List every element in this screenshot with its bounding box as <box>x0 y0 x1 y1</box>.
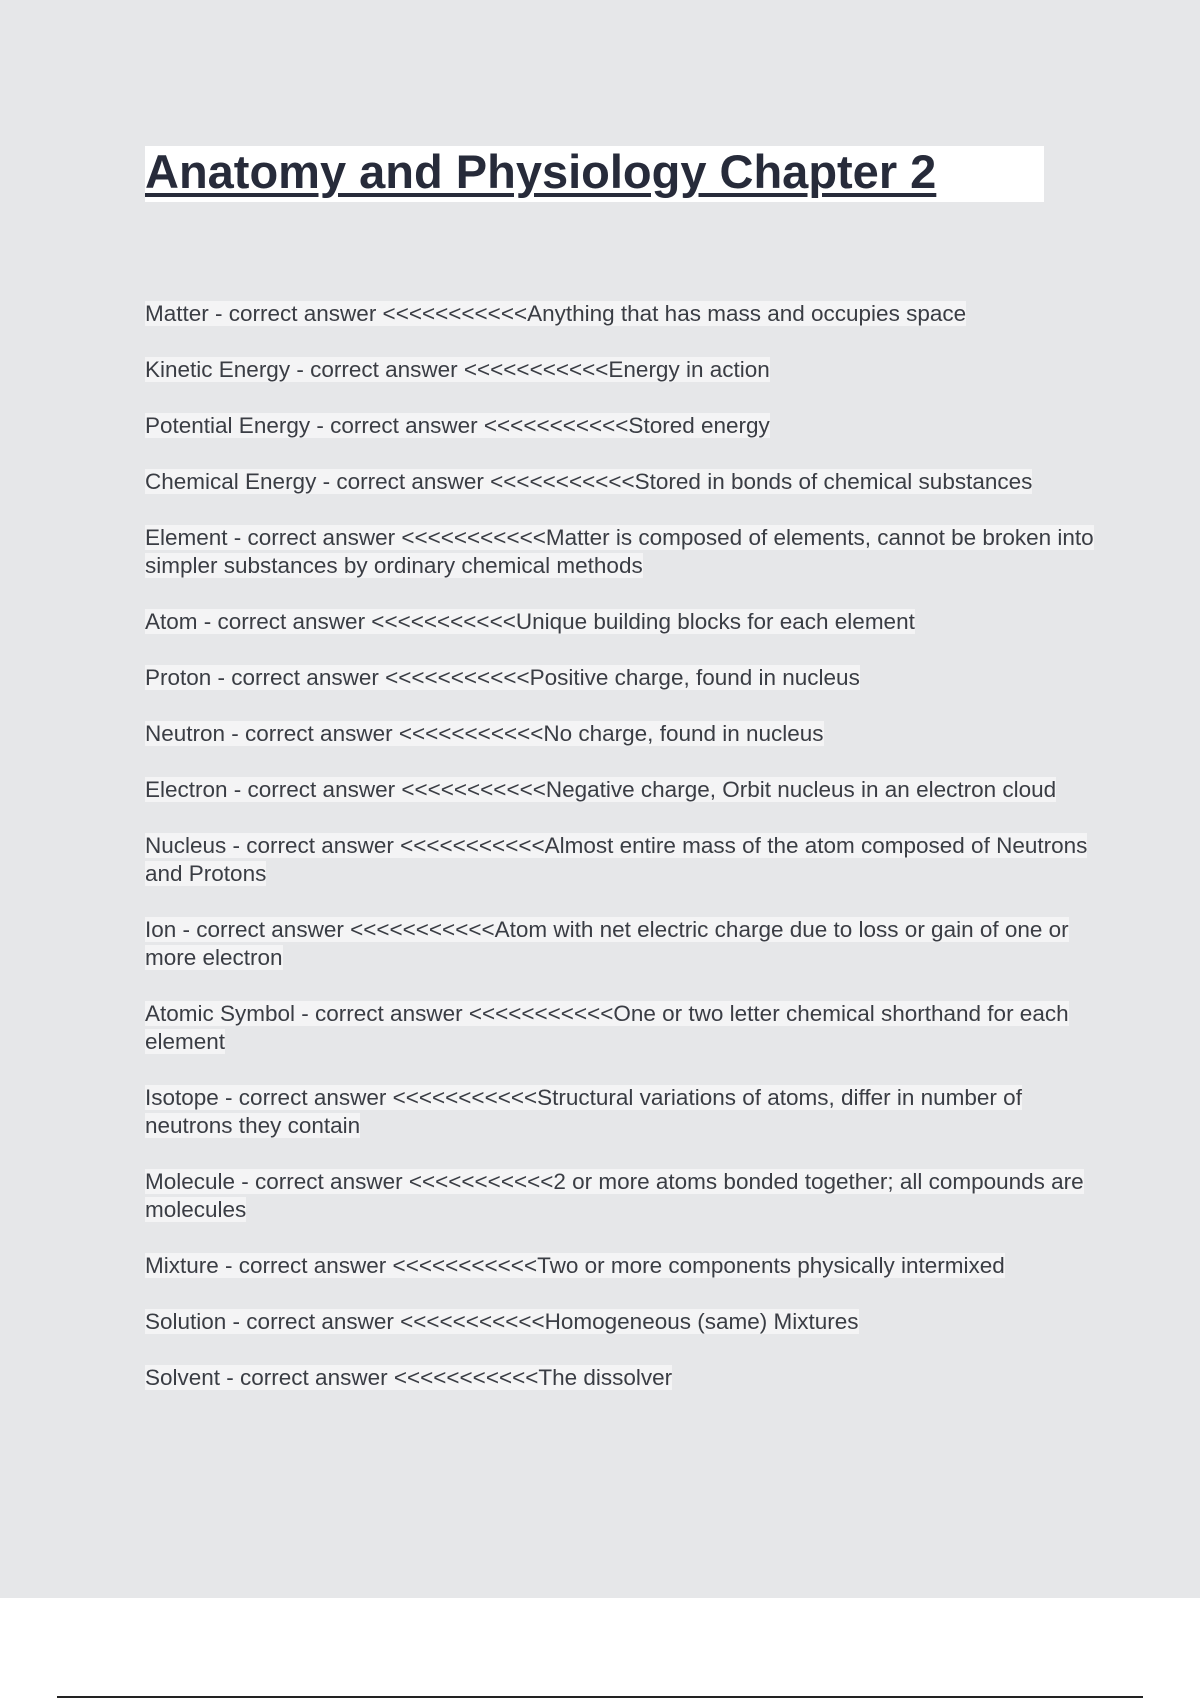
flashcard-item-ion <box>145 916 1095 972</box>
flashcard-text: Solution - correct answer <<<<<<<<<<<Homogeneous (same) Mixtures <box>145 1309 859 1334</box>
flashcard-text: Nucleus - correct answer <<<<<<<<<<<Almost entire mass of the atom composed of Neutrons and Protons <box>145 833 1088 886</box>
flashcard-text: Matter - correct answer <<<<<<<<<<<Anything that has mass and occupies space <box>145 301 967 326</box>
flashcard-item-solution <box>145 1308 1095 1336</box>
flashcard-text: Atomic Symbol - correct answer <<<<<<<<<<<One or two letter chemical shorthand for each element <box>145 1001 1069 1054</box>
flashcard-item-atomic-symbol <box>145 1000 1095 1056</box>
flashcard-item-electron <box>145 776 1095 804</box>
flashcard-text: Potential Energy - correct answer <<<<<<<<<<<Stored energy <box>145 413 770 438</box>
flashcard-text: Ion - correct answer <<<<<<<<<<<Atom with net electric charge due to loss or gain of one or more electron <box>145 917 1069 970</box>
flashcard-text: Isotope - correct answer <<<<<<<<<<<Structural variations of atoms, differ in number of neutrons they contain <box>145 1085 1022 1138</box>
footer-divider <box>57 1696 1143 1698</box>
flashcard-item-isotope <box>145 1084 1095 1140</box>
flashcard-item-neutron <box>145 720 1095 748</box>
flashcard-item-chemical-energy <box>145 468 1095 496</box>
flashcard-text: Solvent - correct answer <<<<<<<<<<<The dissolver <box>145 1365 673 1390</box>
flashcard-item-solvent <box>145 1364 1095 1392</box>
flashcard-item-potential-energy <box>145 412 1095 440</box>
flashcard-text: Electron - correct answer <<<<<<<<<<<Negative charge, Orbit nucleus in an electron cloud <box>145 777 1057 802</box>
flashcard-item-nucleus <box>145 832 1095 888</box>
flashcard-text: Atom - correct answer <<<<<<<<<<<Unique building blocks for each element <box>145 609 915 634</box>
flashcard-list <box>145 300 1095 1420</box>
page-title: Anatomy and Physiology Chapter 2 <box>145 145 937 198</box>
flashcard-item-element <box>145 524 1095 580</box>
flashcard-text: Molecule - correct answer <<<<<<<<<<<2 or more atoms bonded together; all compounds are molecules <box>145 1169 1084 1222</box>
flashcard-item-proton <box>145 664 1095 692</box>
flashcard-item-mixture <box>145 1252 1095 1280</box>
flashcard-text: Mixture - correct answer <<<<<<<<<<<Two or more components physically intermixed <box>145 1253 1005 1278</box>
flashcard-text: Kinetic Energy - correct answer <<<<<<<<<<<Energy in action <box>145 357 770 382</box>
flashcard-text: Element - correct answer <<<<<<<<<<<Matter is composed of elements, cannot be broken into simpler substances by ordinary chemical methods <box>145 525 1094 578</box>
flashcard-item-matter <box>145 300 1095 328</box>
flashcard-text: Proton - correct answer <<<<<<<<<<<Positive charge, found in nucleus <box>145 665 860 690</box>
flashcard-item-kinetic-energy <box>145 356 1095 384</box>
flashcard-item-molecule <box>145 1168 1095 1224</box>
flashcard-text: Chemical Energy - correct answer <<<<<<<<<<<Stored in bonds of chemical substances <box>145 469 1033 494</box>
flashcard-text: Neutron - correct answer <<<<<<<<<<<No charge, found in nucleus <box>145 721 824 746</box>
flashcard-item-atom <box>145 608 1095 636</box>
